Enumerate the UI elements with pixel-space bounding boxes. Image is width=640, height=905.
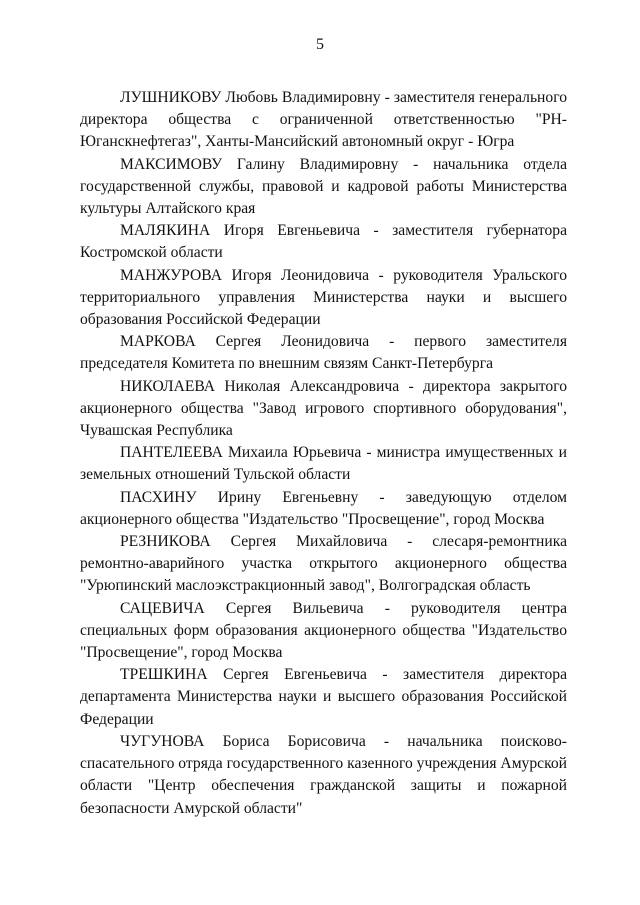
- list-item: ПАСХИНУ Ирину Евгеньевну - заведующую отделом акционерного общества "Издательство "Просвещение", город Москва: [80, 488, 567, 528]
- list-item: САЦЕВИЧА Сергея Вильевича - руководителя центра специальных форм образования акционерного общества "Издательство "Просвещение", город Москва: [80, 599, 567, 662]
- list-item: ПАНТЕЛЕЕВА Михаила Юрьевича - министра имущественных и земельных отношений Тульской области: [80, 444, 567, 484]
- list-item: ЛУШНИКОВУ Любовь Владимировну - заместителя генерального директора общества с ограниченной ответственностью "РН-Юганскнефтегаз", Ханты-Мансийский автономный округ - Югра: [80, 89, 567, 151]
- list-item: МАНЖУРОВА Игоря Леонидовича - руководителя Уральского территориального управления Министерства науки и высшего образования Российской Федерации: [80, 266, 567, 329]
- list-item: ТРЕШКИНА Сергея Евгеньевича - заместителя директора департамента Министерства науки и высшего образования Российской Федерации: [80, 666, 567, 728]
- list-item: ЧУГУНОВА Бориса Борисовича - начальника поисково-спасательного отряда государственного казенного учреждения Амурской области "Центр обеспечения гражданской защиты и пожарной безопасности Амурской области": [80, 732, 567, 817]
- award-list: [80, 87, 567, 820]
- list-item: МАРКОВА Сергея Леонидовича - первого заместителя председателя Комитета по внешним связям Санкт-Петербурга: [80, 333, 567, 373]
- list-item: МАЛЯКИНА Игоря Евгеньевича - заместителя губернатора Костромской области: [80, 222, 567, 262]
- page-number: 5: [316, 36, 324, 53]
- list-item: МАКСИМОВУ Галину Владимировну - начальника отдела государственной службы, правовой и кадровой работы Министерства культуры Алтайского края: [80, 155, 567, 218]
- list-item: РЕЗНИКОВА Сергея Михайловича - слесаря-ремонтника ремонтно-аварийного участка открытого акционерного общества "Урюпинский маслоэкстракционный завод", Волгоградская область: [80, 533, 567, 595]
- list-item: НИКОЛАЕВА Николая Александровича - директора закрытого акционерного общества "Завод игрового спортивного оборудования", Чувашская Республика: [80, 377, 567, 440]
